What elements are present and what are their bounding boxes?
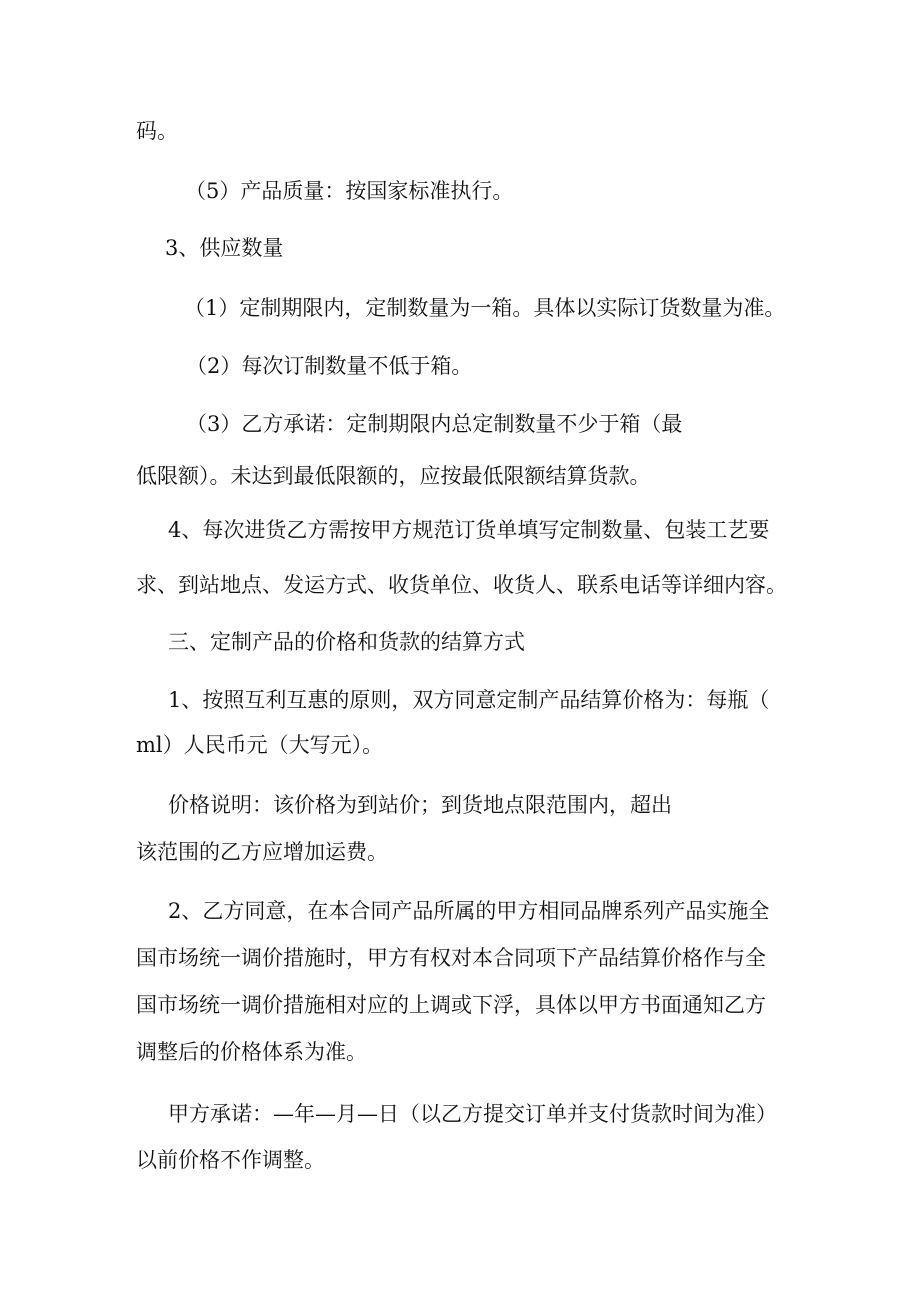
text-line-commitment-cont: 以前价格不作调整。 — [136, 1148, 325, 1172]
text-line-quantity-3: （3）乙方承诺：定制期限内总定制数量不少于箱（最 — [186, 412, 683, 436]
text-line-order-4-cont: 求、到站地点、发运方式、收货单位、收货人、联系电话等详细内容。 — [136, 573, 787, 597]
text-line-quantity-3-cont: 低限额）。未达到最低限额的，应按最低限额结算货款。 — [136, 464, 651, 488]
text-line-quantity-1: （1）定制期限内，定制数量为一箱。具体以实际订货数量为准。 — [184, 296, 786, 320]
text-line-commitment: 甲方承诺：—年—月—日（以乙方提交订单并支付货款时间为准） — [168, 1102, 777, 1126]
text-line-price-2-cont-c: 调整后的价格体系为准。 — [136, 1040, 367, 1064]
text-line-price-2-cont-a: 国市场统一调价措施时，甲方有权对本合同项下产品结算价格作与全 — [136, 946, 766, 970]
text-line-continuation: 码。 — [136, 119, 178, 143]
text-line-quantity-2: （2）每次订制数量不低于箱。 — [186, 354, 473, 378]
text-line-order-4: 4、每次进货乙方需按甲方规范订货单填写定制数量、包装工艺要 — [168, 518, 770, 542]
text-line-quality: （5）产品质量：按国家标准执行。 — [185, 179, 514, 203]
section-heading-price-settlement: 三、定制产品的价格和货款的结算方式 — [168, 630, 525, 654]
text-line-price-note-cont: 该范围的乙方应增加运费。 — [136, 840, 388, 864]
text-line-price-1-cont: ml）人民币元（大写元）。 — [136, 733, 384, 757]
text-line-price-2: 2、乙方同意，在本合同产品所属的甲方相同品牌系列产品实施全 — [168, 899, 770, 923]
text-line-price-2-cont-b: 国市场统一调价措施相对应的上调或下浮，具体以甲方书面通知乙方 — [136, 993, 766, 1017]
text-line-price-note: 价格说明：该价格为到站价；到货地点限范围内，超出 — [168, 793, 672, 817]
section-heading-supply-quantity: 3、供应数量 — [165, 236, 284, 260]
text-line-price-1: 1、按照互利互惠的原则，双方同意定制产品结算价格为：每瓶（ — [168, 688, 770, 712]
